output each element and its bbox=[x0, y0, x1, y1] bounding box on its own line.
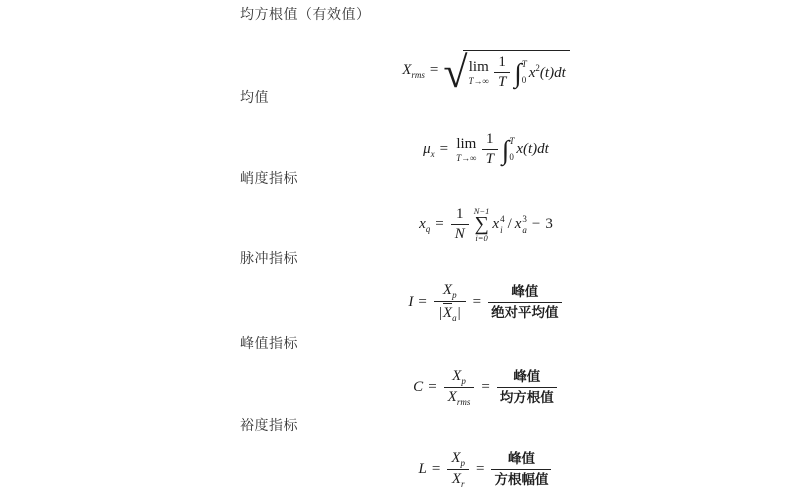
superscript: 2 bbox=[535, 63, 540, 74]
variable-x-rms bbox=[447, 389, 471, 408]
integral-limits bbox=[509, 136, 514, 164]
integrand bbox=[516, 141, 549, 158]
sum-lower-limit: i=0 bbox=[475, 233, 488, 244]
constant-three: 3 bbox=[545, 216, 553, 233]
formula-impulse bbox=[240, 282, 732, 324]
subscript: p bbox=[461, 376, 466, 386]
heading-mean: 均值 bbox=[240, 90, 269, 106]
variable-x-p bbox=[443, 282, 457, 298]
radical-sign: √ bbox=[443, 47, 468, 97]
differential: dt bbox=[554, 65, 566, 82]
variable-I: I bbox=[408, 294, 414, 311]
differential: dt bbox=[537, 141, 549, 158]
limit-condition: T→∞ bbox=[468, 75, 489, 86]
sigma-symbol: ∑ bbox=[474, 213, 489, 236]
variable: X bbox=[442, 282, 453, 298]
term-xi bbox=[492, 214, 504, 235]
heading-impulse: 脉冲指标 bbox=[240, 251, 298, 267]
chinese-fraction bbox=[491, 451, 551, 488]
formula-kurtosis bbox=[240, 206, 732, 244]
denominator-label: 均方根值 bbox=[499, 390, 554, 407]
numerator-label: 峰值 bbox=[491, 451, 551, 470]
fraction-1-over-T bbox=[482, 131, 498, 169]
denominator bbox=[434, 302, 466, 323]
variable-mu-x bbox=[423, 141, 435, 159]
limit-condition: T→∞ bbox=[456, 152, 477, 163]
integral-limits bbox=[522, 59, 527, 87]
integral-sign: ∫ bbox=[514, 57, 522, 88]
subscript: a bbox=[452, 313, 457, 324]
sup-sub-tower bbox=[500, 214, 505, 235]
fraction-xp-over-xrms bbox=[444, 368, 475, 408]
superscript: 3 bbox=[522, 214, 527, 225]
sup-sub-tower bbox=[522, 214, 527, 235]
denominator: T bbox=[485, 151, 494, 168]
variable: x bbox=[419, 215, 426, 232]
denominator bbox=[444, 388, 475, 407]
fraction-1-over-T bbox=[494, 54, 510, 92]
limit-word: lim bbox=[456, 135, 477, 152]
argument: (t) bbox=[539, 65, 555, 82]
subscript: a bbox=[522, 224, 527, 235]
equals-sign: = bbox=[481, 379, 490, 396]
radicand bbox=[463, 50, 570, 92]
variable-x-p bbox=[451, 450, 465, 466]
numerator bbox=[447, 450, 469, 470]
formula-clearance bbox=[240, 450, 732, 490]
variable: x bbox=[514, 216, 522, 233]
heading-clearance: 裕度指标 bbox=[240, 418, 298, 434]
variable-C: C bbox=[413, 379, 424, 396]
argument: (t) bbox=[523, 141, 538, 158]
fraction-xp-over-abs-xa bbox=[434, 282, 466, 324]
denominator bbox=[447, 470, 469, 489]
limit-stack bbox=[469, 60, 489, 86]
term-xa bbox=[515, 214, 527, 235]
abs-bar-right: | bbox=[457, 305, 461, 322]
subscript: rms bbox=[411, 69, 425, 80]
sum-upper-limit: N−1 bbox=[473, 205, 490, 216]
variable-L: L bbox=[418, 461, 427, 478]
heading-kurtosis: 峭度指标 bbox=[240, 171, 298, 187]
integral-upper: T bbox=[509, 135, 515, 146]
integral-sign: ∫ bbox=[501, 134, 510, 165]
numerator-label: 峰值 bbox=[497, 369, 557, 388]
variable-x-p bbox=[452, 368, 466, 384]
numerator bbox=[434, 282, 466, 302]
summation bbox=[474, 207, 490, 243]
subscript: p bbox=[460, 458, 465, 468]
equals-sign: = bbox=[476, 461, 485, 478]
subscript: p bbox=[452, 290, 457, 300]
variable: x bbox=[528, 65, 536, 82]
denominator: N bbox=[454, 226, 465, 243]
integral-lower: 0 bbox=[509, 151, 514, 162]
integral-upper: T bbox=[521, 58, 527, 69]
variable-x-r bbox=[451, 471, 465, 490]
equals-sign: = bbox=[428, 379, 437, 396]
equals-sign: = bbox=[439, 141, 449, 158]
integrand bbox=[529, 63, 566, 82]
variable: μ bbox=[423, 140, 431, 157]
variable: X bbox=[402, 61, 412, 78]
chinese-fraction bbox=[488, 284, 562, 321]
variable: X bbox=[447, 389, 457, 406]
subscript: q bbox=[425, 223, 431, 234]
limit-word: lim bbox=[468, 58, 489, 75]
variable-x-rms bbox=[402, 62, 425, 80]
numerator-label: 峰值 bbox=[488, 284, 562, 303]
equals-sign: = bbox=[435, 216, 444, 233]
heading-rms: 均方根值（有效值） bbox=[240, 7, 371, 23]
numerator: 1 bbox=[482, 131, 498, 150]
variable: x bbox=[492, 216, 500, 233]
equals-sign: = bbox=[431, 461, 441, 478]
equals-sign: = bbox=[429, 62, 439, 79]
variable: X bbox=[442, 305, 453, 322]
variable: x bbox=[516, 141, 523, 158]
subscript: r bbox=[460, 479, 465, 490]
abs-bar-left: | bbox=[438, 305, 442, 322]
subscript: rms bbox=[456, 397, 471, 408]
chinese-fraction bbox=[497, 369, 557, 406]
x-overbar bbox=[443, 303, 452, 322]
equals-sign: = bbox=[418, 294, 427, 311]
numerator bbox=[444, 368, 475, 388]
subscript: x bbox=[430, 148, 435, 159]
variable: X bbox=[451, 450, 461, 466]
subscript: i bbox=[500, 224, 503, 235]
denominator-label: 方根幅值 bbox=[494, 472, 549, 489]
formula-mean bbox=[240, 131, 732, 169]
formula-crest bbox=[240, 368, 732, 408]
limit-stack bbox=[456, 137, 476, 163]
variable: X bbox=[451, 471, 461, 488]
denominator: T bbox=[497, 74, 507, 91]
numerator: 1 bbox=[451, 206, 469, 225]
minus-sign: − bbox=[531, 216, 541, 233]
variable: X bbox=[452, 368, 462, 384]
equals-sign: = bbox=[472, 294, 482, 311]
superscript: 4 bbox=[500, 214, 505, 225]
fraction-xp-over-xr bbox=[447, 450, 469, 490]
fraction-1-over-N bbox=[451, 206, 469, 244]
denominator-label: 绝对平均值 bbox=[491, 305, 559, 322]
integral-lower: 0 bbox=[521, 74, 527, 85]
divide-slash: / bbox=[507, 216, 512, 233]
numerator: 1 bbox=[494, 54, 510, 73]
formula-rms bbox=[240, 47, 732, 97]
variable-x-q bbox=[419, 216, 430, 234]
heading-crest: 峰值指标 bbox=[240, 336, 298, 352]
